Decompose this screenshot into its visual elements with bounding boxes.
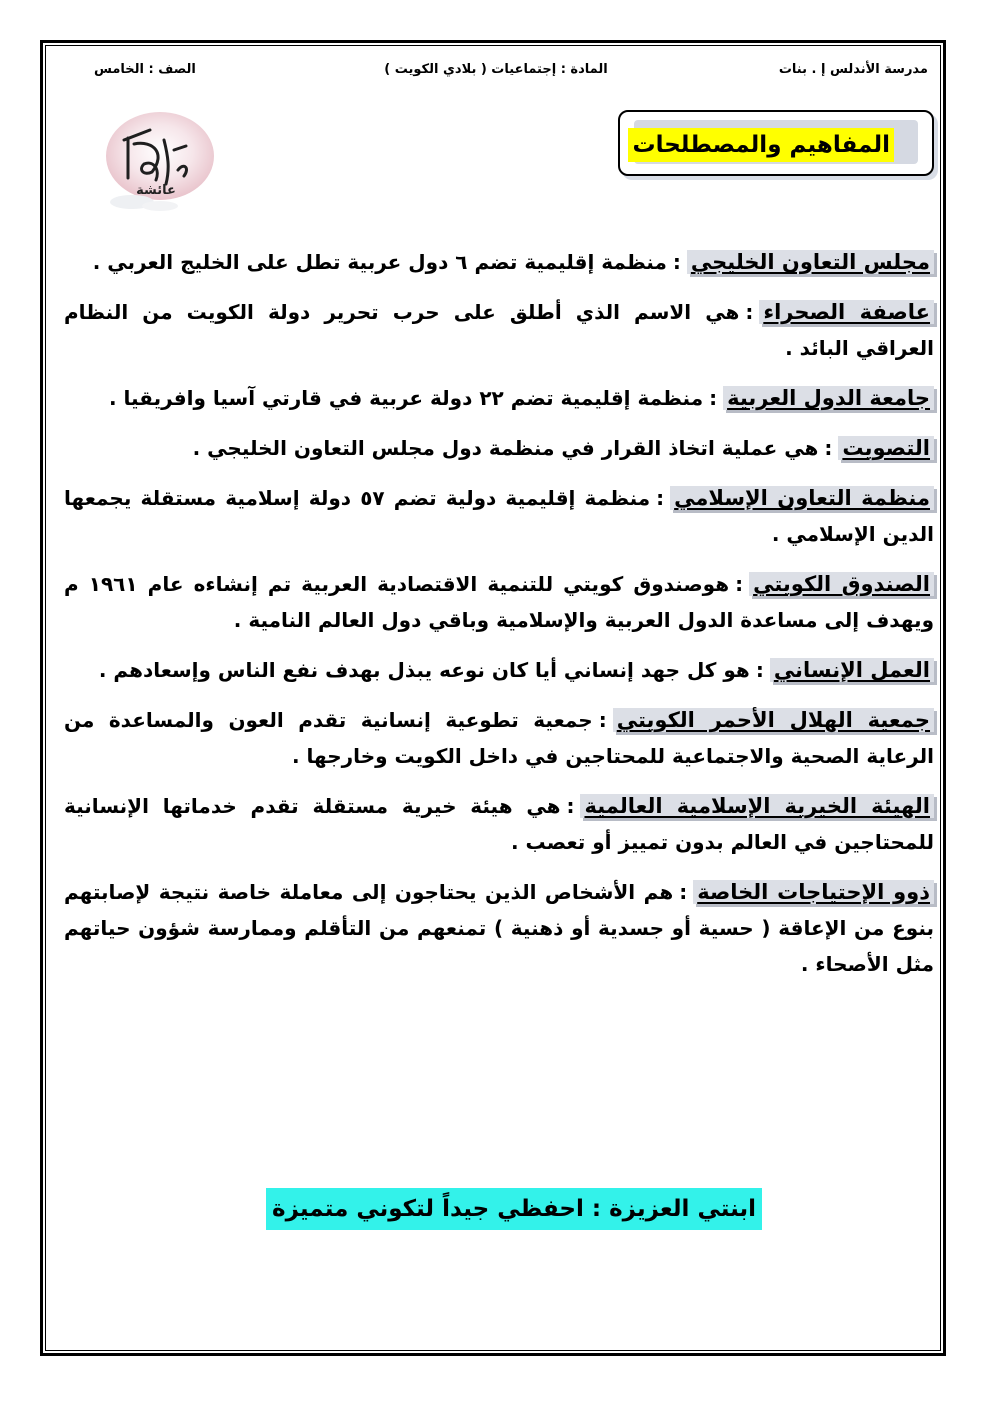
separator: :: [824, 436, 833, 460]
definition-text: منظمة إقليمية دولية تضم ٥٧ دولة إسلامية مستقلة يجمعها الدين الإسلامي .: [64, 486, 934, 546]
definition-text: منظمة إقليمية تضم ٢٢ دولة عربية في قارتي آسيا وافريقيا .: [108, 386, 704, 410]
separator: :: [755, 658, 764, 682]
separator: :: [566, 794, 575, 818]
definition-item: [64, 874, 934, 982]
separator: :: [709, 386, 718, 410]
term-label: جمعية الهلال الأحمر الكويتي: [613, 708, 934, 732]
definition-item: [64, 652, 934, 688]
term-label: مجلس التعاون الخليجي: [687, 250, 934, 274]
term-label: العمل الإنساني: [770, 658, 934, 682]
separator: :: [598, 708, 607, 732]
term-label: منظمة التعاون الإسلامي: [670, 486, 934, 510]
definition-item: [64, 702, 934, 774]
definition-text: هوصندوق كويتي للتنمية الاقتصادية العربية تم إنشاءه عام ١٩٦١ م ويهدف إلى مساعدة الدول العربية والإسلامية وباقي دول العالم النامية .: [64, 572, 934, 632]
separator: :: [672, 250, 681, 274]
motto-banner: ابنتي العزيزة : احفظي جيداً لتكوني متميزة: [266, 1188, 762, 1230]
title-box: [618, 110, 934, 176]
title-shade: [634, 120, 918, 164]
term-label: الصندوق الكويتي: [749, 572, 934, 596]
definition-text: هو كل جهد إنساني أيا كان نوعه يبذل بهدف نفع الناس وإسعادهم .: [98, 658, 750, 682]
separator: :: [679, 880, 688, 904]
logo-text: عائشة: [136, 183, 176, 198]
school-name: مدرسة الأندلس إ . بنات: [778, 62, 928, 77]
term-label: ذوو الإحتياجات الخاصة: [693, 880, 934, 904]
separator: :: [735, 572, 744, 596]
definition-text: جمعية تطوعية إنسانية تقدم العون والمساعدة من الرعاية الصحية والاجتماعية للمحتاجين في داخل الكويت وخارجها .: [64, 708, 934, 768]
definition-item: [64, 566, 934, 638]
grade-level: الصف : الخامس: [94, 62, 196, 77]
separator: :: [656, 486, 665, 510]
definition-item: [64, 294, 934, 366]
definition-item: [64, 430, 934, 466]
definition-text: منظمة إقليمية تضم ٦ دول عربية تطل على الخليج العربي .: [92, 250, 667, 274]
definition-text: هم الأشخاص الذين يحتاجون إلى معاملة خاصة نتيجة لإصابتهم بنوع من الإعاقة ( حسية أو جسدية أو ذهنية ) تمنعهم من التأقلم وممارسة شؤون حياتهم مثل الأصحاء .: [64, 880, 934, 976]
definition-text: هي عملية اتخاذ القرار في منظمة دول مجلس التعاون الخليجي .: [192, 436, 819, 460]
term-label: عاصفة الصحراء: [759, 300, 934, 324]
term-label: جامعة الدول العربية: [723, 386, 934, 410]
term-label: الهيئة الخيرية الإسلامية العالمية: [580, 794, 934, 818]
definitions-list: [64, 244, 934, 996]
definition-item: [64, 244, 934, 280]
definition-item: [64, 380, 934, 416]
definition-text: هي الاسم الذي أطلق على حرب تحرير دولة الكويت من النظام العراقي البائد .: [64, 300, 934, 360]
definition-text: هي هيئة خيرية مستقلة تقدم خدماتها الإنسانية للمحتاجين في العالم بدون تمييز أو تعصب .: [64, 794, 934, 854]
page-title: المفاهيم والمصطلحات: [628, 128, 894, 162]
separator: :: [745, 300, 754, 324]
teacher-signature-logo-icon: [94, 110, 220, 214]
definition-item: [64, 480, 934, 552]
term-label: التصويت: [838, 436, 934, 460]
subject-name: المادة : إجتماعيات ( بلادي الكويت ): [384, 62, 608, 77]
definition-item: [64, 788, 934, 860]
